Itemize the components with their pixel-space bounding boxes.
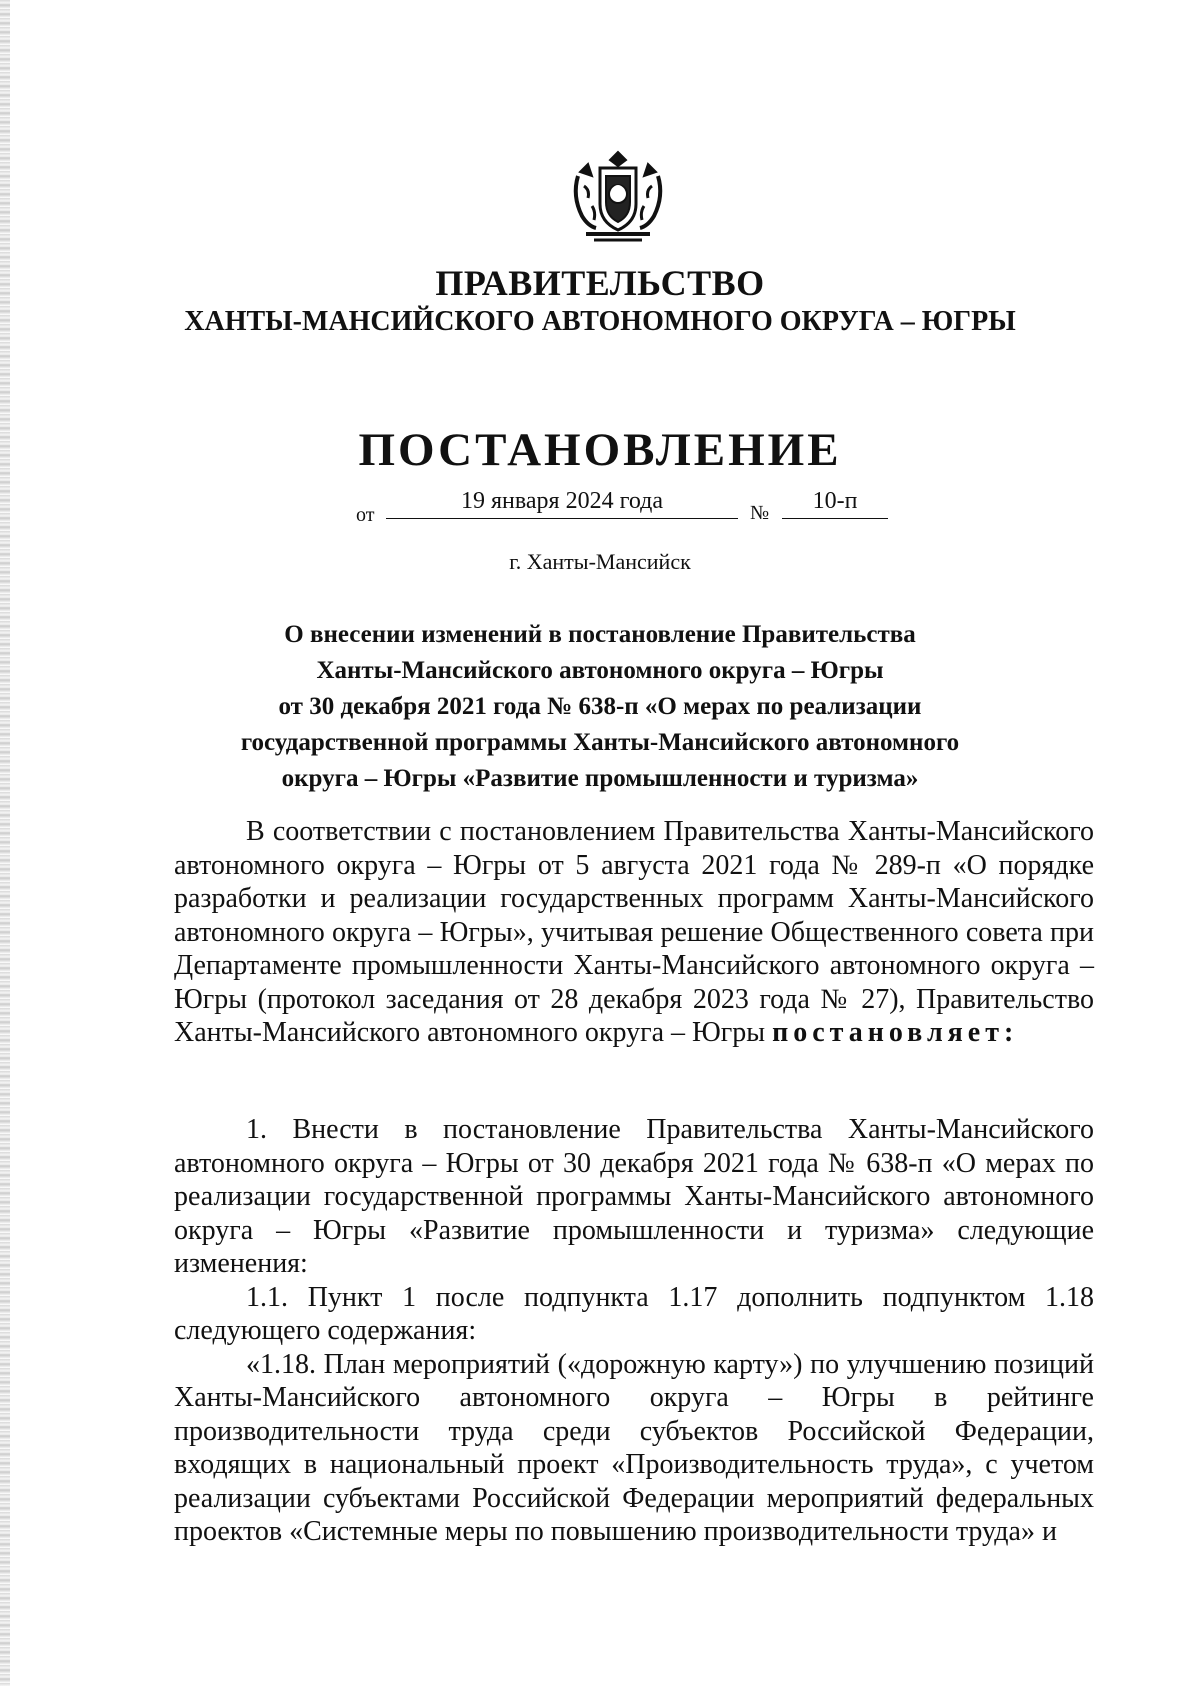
number-label: № — [750, 502, 770, 524]
preamble-paragraph — [174, 815, 1094, 1050]
subject-line: округа – Югры «Развитие промышленности и туризма» — [281, 765, 919, 792]
city: г. Ханты-Мансийск — [509, 549, 691, 574]
from-label: от — [356, 504, 375, 526]
scan-edge — [0, 0, 10, 1686]
paragraph-item-1-18: «1.18. План мероприятий («дорожную карту») по улучшению позиций Ханты-Мансийского автономного округа – Югры в рейтинге производительности труда среди субъектов Российской Федерации, входящих в национальный проект «Производительность труда», с учетом реализации субъектами Российской Федерации мероприятий федеральных проектов «Системные меры по повышению производительности труда» и — [174, 1348, 1094, 1547]
body-paragraphs — [174, 1113, 1094, 1549]
subject-line: государственной программы Ханты-Мансийского автономного — [240, 729, 960, 756]
decree-word: постановляет: — [772, 1017, 1019, 1048]
subject-line: Ханты-Мансийского автономного округа – Югры — [316, 657, 884, 684]
date-number-row — [356, 488, 886, 528]
paragraph-item-1-1: 1.1. Пункт 1 после подпункта 1.17 дополнить подпунктом 1.18 следующего содержания: — [174, 1281, 1094, 1346]
document-date: 19 января 2024 года — [386, 488, 738, 519]
preamble — [174, 815, 1094, 1050]
preamble-text: В соответствии с постановлением Правительства Ханты-Мансийского автономного округа – Югры от 5 августа 2021 года № 289-п «О порядке разработки и реализации государственных программ Ханты-Мансийского автономного округа – Югры», учитывая решение Общественного совета при Департаменте промышленности Ханты-Мансийского автономного округа – Югры (протокол заседания от 28 декабря 2023 года № 27), Правительство Ханты-Мансийского автономного округа – Югры — [174, 816, 1094, 1048]
document-number: 10-п — [782, 488, 888, 519]
document-type: ПОСТАНОВЛЕНИЕ — [358, 424, 842, 476]
document-subject — [180, 617, 1020, 797]
coat-of-arms-emblem — [566, 146, 670, 250]
paragraph-item-1: 1. Внести в постановление Правительства Ханты-Мансийского автономного округа – Югры от 30 декабря 2021 года № 638-п «О мерах по реализации государственной программы Ханты-Мансийского автономного округа – Югры «Развитие промышленности и туризма» следующие изменения: — [174, 1114, 1094, 1279]
region-title: ХАНТЫ-МАНСИЙСКОГО АВТОНОМНОГО ОКРУГА – ЮГРЫ — [184, 306, 1016, 337]
subject-line: от 30 декабря 2021 года № 638-п «О мерах по реализации — [278, 693, 922, 720]
government-title: ПРАВИТЕЛЬСТВО — [435, 263, 765, 303]
subject-line: О внесении изменений в постановление Правительства — [284, 621, 916, 648]
